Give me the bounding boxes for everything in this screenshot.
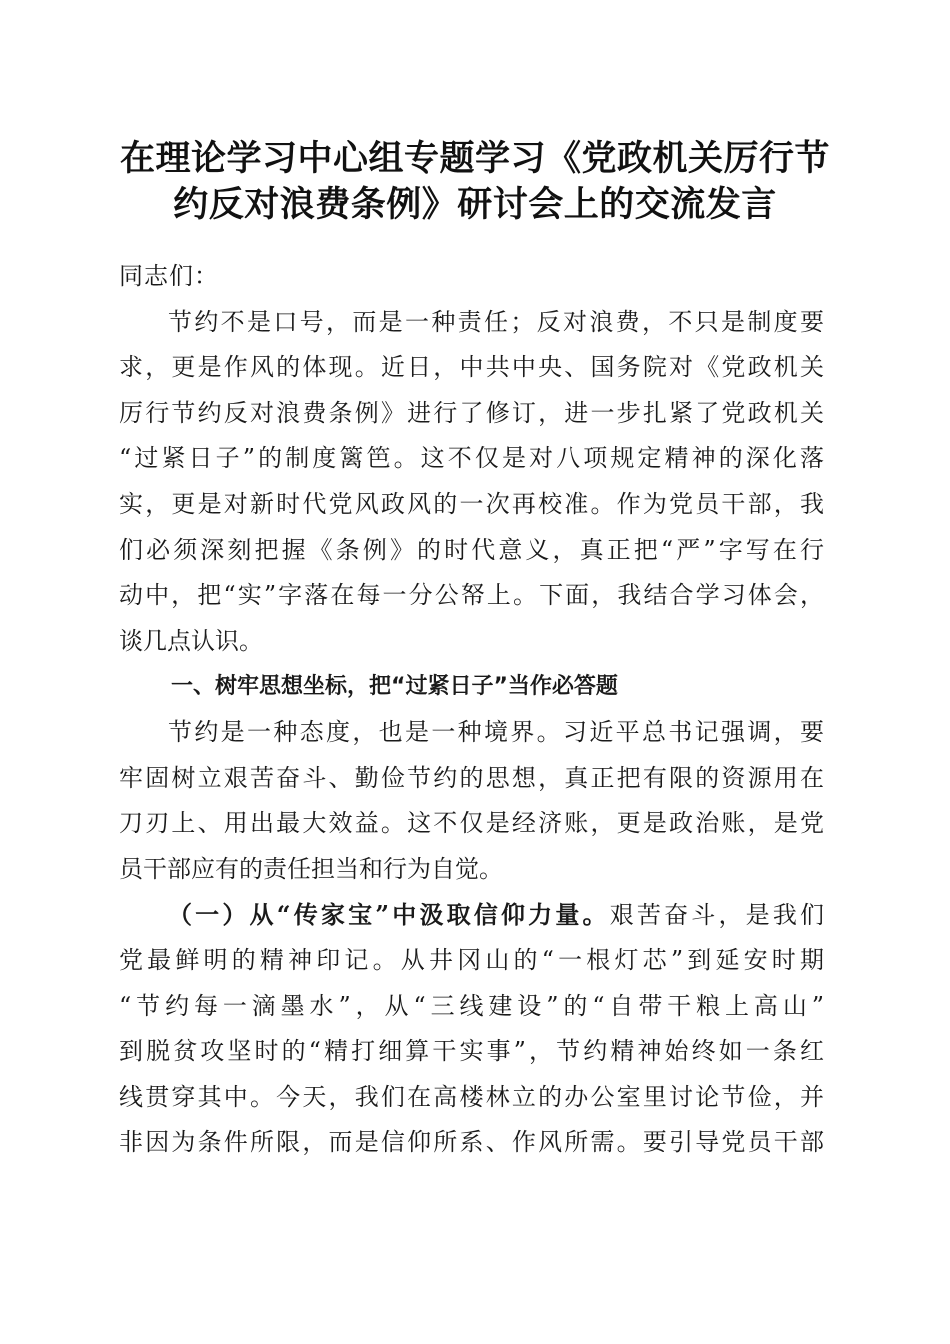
paragraph-line: 非因为条件所限，而是信仰所系、作风所需。要引导党员干部 [119,1128,824,1157]
title-line: 约反对浪费条例》研讨会上的交流发言 [173,183,777,225]
paragraph-line: 刀刃上、用出最大效益。这不仅是经济账，更是政治账，是党 [119,809,824,838]
paragraph-line: 到脱贫攻坚时的“精打细算干实事”，节约精神始终如一条红 [119,1037,824,1066]
paragraph-line [119,892,824,938]
document-body [119,254,824,1166]
paragraph-line: 们必须深刻把握《条例》的时代意义，真正把“严”字写在行 [119,535,824,564]
subsection-lead-text: 艰苦奋斗，是我们 [609,901,824,930]
paragraph-line: 求，更是作风的体现。近日，中共中央、国务院对《党政机关 [119,353,824,382]
document-title [110,134,840,225]
paragraph-line: 线贯穿其中。今天，我们在高楼林立的办公室里讨论节俭，并 [119,1082,824,1111]
paragraph-line: 节约不是口号，而是一种责任；反对浪费，不只是制度要 [168,307,824,336]
subsection1-paragraph [119,892,824,1166]
salutation: 同志们： [119,262,219,290]
paragraph-line: “节约每一滴墨水”，从“三线建设”的“自带干粮上高山” [119,991,824,1020]
paragraph-line: 厉行节约反对浪费条例》进行了修订，进一步扎紧了党政机关 [119,398,824,427]
section-heading: 一、树牢思想坐标，把“过紧日子”当作必答题 [171,674,618,700]
paragraph-line: “过紧日子”的制度篱笆。这不仅是对八项规定精神的深化落 [119,444,824,473]
paragraph-line: 节约是一种态度，也是一种境界。习近平总书记强调，要 [168,717,824,746]
paragraph-line: 谈几点认识。 [119,626,263,655]
paragraph-line: 实，更是对新时代党风政风的一次再校准。作为党员干部，我 [119,489,824,518]
section1-paragraph [119,710,824,892]
title-line: 在理论学习中心组专题学习《党政机关厉行节 [119,138,830,179]
paragraph-line: 动中，把“实”字落在每一分公帑上。下面，我结合学习体会， [119,581,824,610]
subsection-heading: （一）从“传家宝”中汲取信仰力量。 [168,900,610,930]
intro-paragraph [119,300,824,665]
paragraph-line: 党最鲜明的精神印记。从井冈山的“一根灯芯”到延安时期 [119,945,824,974]
paragraph-line: 牢固树立艰苦奋斗、勤俭节约的思想，真正把有限的资源用在 [119,763,824,792]
paragraph-line: 员干部应有的责任担当和行为自觉。 [119,854,503,883]
